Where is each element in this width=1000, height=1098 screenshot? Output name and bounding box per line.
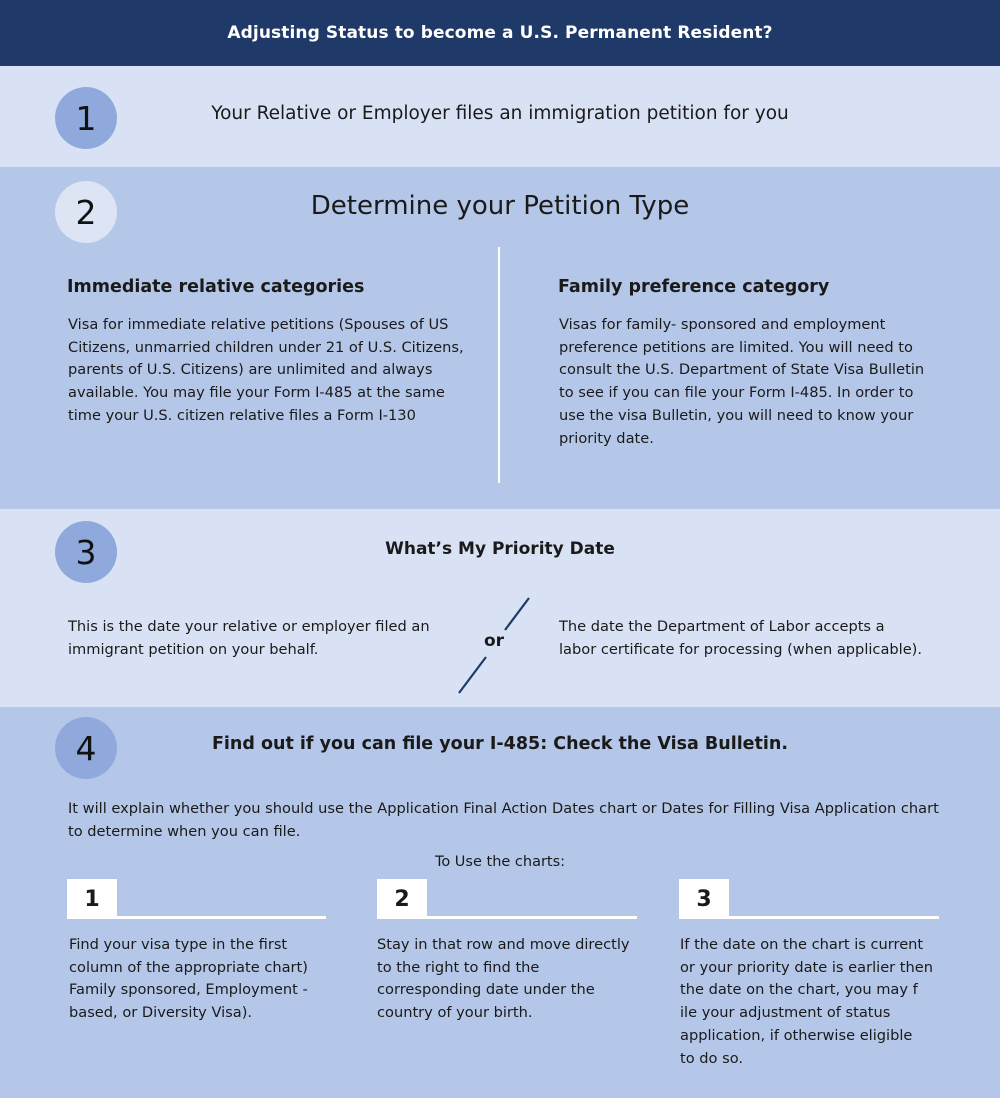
step-4-number: 4: [75, 728, 97, 768]
charts-label: To Use the charts:: [434, 854, 566, 870]
text-line: the date on the chart, you may f: [680, 981, 918, 999]
text-line: If the date on the chart is current: [680, 936, 924, 953]
priority-date-option-a: [68, 616, 468, 661]
text-line: Find your visa type in the first: [69, 936, 288, 953]
text-line: preference petitions are limited. You will need to: [559, 338, 913, 356]
chart-step-3-number: 3: [696, 886, 712, 912]
text-line: Family sponsored, Employment -: [69, 981, 308, 999]
step-1-text: Your Relative or Employer files an immigration petition for you: [211, 103, 789, 124]
step-3-section: [0, 509, 1000, 707]
priority-date-option-b: [559, 616, 979, 661]
immediate-relative-heading: Immediate relative categories: [67, 277, 365, 297]
text-line: column of the appropriate chart): [69, 958, 308, 976]
text-line: to see if you can file your Form I-485. In order to: [559, 384, 914, 402]
step-2-title: Determine your Petition Type: [310, 191, 690, 221]
text-line: time your U.S. citizen relative files a Form I-130: [68, 406, 416, 424]
text-line: It will explain whether you should use the Application Final Action Dates chart or Dates for Filling Visa Application chart: [68, 800, 939, 817]
step-1-number: 1: [75, 98, 97, 138]
family-preference-heading: Family preference category: [558, 277, 830, 297]
text-line: parents of U.S. Citizens) are unlimited and always: [68, 361, 433, 379]
text-line: The date the Department of Labor accepts a: [559, 618, 885, 635]
chart-step-2-number: 2: [394, 886, 410, 912]
chart-step-3-badge: [679, 879, 729, 919]
chart-step-1-text: [69, 934, 329, 1025]
step-2-number: 2: [75, 192, 97, 232]
slash-lower: [459, 657, 486, 693]
text-line: immigrant petition on your behalf.: [68, 640, 319, 658]
text-line: Visa for immediate relative petitions (Spouses of US: [68, 316, 449, 333]
chart-step-3-text: [680, 934, 950, 1070]
chart-step-2-badge: [377, 879, 427, 919]
text-line: labor certificate for processing (when applicable).: [559, 640, 923, 658]
immediate-relative-text: [68, 314, 488, 428]
chart-step-3-underline: [679, 916, 939, 919]
step-4-section: [0, 707, 1000, 1098]
chart-step-2-text: [377, 934, 647, 1025]
page-title: Adjusting Status to become a U.S. Permanent Resident?: [227, 23, 773, 43]
or-label: or: [484, 631, 505, 651]
text-line: ile your adjustment of status: [680, 1004, 891, 1022]
step-2-section: [0, 167, 1000, 509]
family-preference-text: [559, 314, 979, 450]
text-line: to determine when you can file.: [68, 822, 301, 840]
text-line: consult the U.S. Department of State Visa Bulletin: [559, 361, 925, 379]
text-line: or your priority date is earlier then: [680, 958, 934, 976]
text-line: application, if otherwise eligible: [680, 1026, 913, 1044]
text-line: country of your birth.: [377, 1004, 533, 1022]
text-line: corresponding date under the: [377, 981, 595, 999]
step-3-title: What’s My Priority Date: [385, 539, 615, 559]
step-1-section: [0, 66, 1000, 167]
step-4-title: Find out if you can file your I-485: Check the Visa Bulletin.: [211, 734, 789, 754]
text-line: This is the date your relative or employer filed an: [68, 618, 430, 635]
chart-step-1-number: 1: [84, 886, 100, 912]
text-line: to do so.: [680, 1049, 744, 1067]
chart-step-1-badge: [67, 879, 117, 919]
text-line: to the right to find the: [377, 958, 540, 976]
column-divider: [498, 247, 500, 483]
text-line: Visas for family- sponsored and employment: [559, 316, 886, 333]
slash-upper: [505, 598, 529, 630]
text-line: use the visa Bulletin, you will need to know your: [559, 406, 914, 424]
visa-bulletin-intro: [68, 798, 968, 843]
text-line: based, or Diversity Visa).: [69, 1004, 253, 1022]
chart-step-1-underline: [67, 916, 326, 919]
text-line: priority date.: [559, 429, 654, 447]
chart-step-2-underline: [377, 916, 637, 919]
step-3-number: 3: [75, 532, 97, 572]
text-line: Citizens, unmarried children under 21 of U.S. Citizens,: [68, 338, 464, 356]
page-header: [0, 0, 1000, 66]
text-line: available. You may file your Form I-485 at the same: [68, 384, 445, 402]
text-line: Stay in that row and move directly: [377, 936, 630, 953]
